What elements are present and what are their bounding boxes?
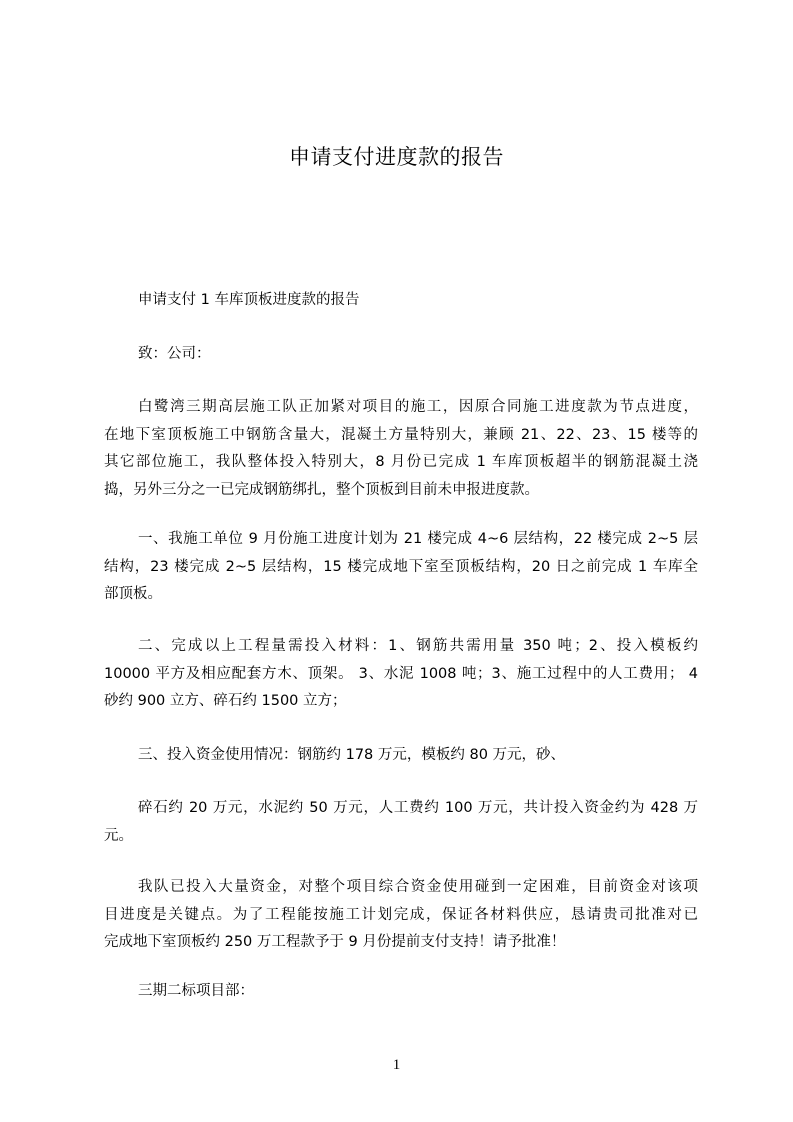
paragraph-line: 我队已投入大量资金，对整个项目综合资金使用碰到一定困难，目前资金对该项 bbox=[138, 879, 698, 895]
paragraph-line: 碎石约 20 万元，水泥约 50 万元，人工费约 100 万元，共计投入资金约为 428 万 bbox=[138, 800, 698, 816]
paragraph-line: 砂约 900 立方、碎石约 1500 立方； bbox=[104, 693, 347, 709]
paragraph-line: 10000 平方及相应配套方木、顶架。 3、水泥 1008 吨；3、施工过程中的人工费用； 4 bbox=[104, 665, 698, 682]
salutation: 致：公司： bbox=[138, 346, 211, 362]
document-title: 申请支付进度款的报告 bbox=[289, 145, 504, 169]
paragraph-2 bbox=[104, 526, 698, 609]
report-subtitle: 申请支付 1 车库顶板进度款的报告 bbox=[138, 292, 360, 308]
signature: 三期二标项目部： bbox=[138, 983, 254, 999]
paragraph-line: 二、完成以上工程量需投入材料：1、钢筋共需用量 350 吨；2、投入模板约 bbox=[138, 638, 698, 654]
page-number: 1 bbox=[392, 1057, 401, 1073]
paragraph-line: 三、投入资金使用情况：钢筋约 178 万元，模板约 80 万元，砂、 bbox=[138, 747, 566, 763]
paragraph-line: 一、我施工单位 9 月份施工进度计划为 21 楼完成 4~6 层结构，22 楼完成 2~5 层 bbox=[138, 531, 698, 547]
paragraph-1 bbox=[104, 394, 698, 504]
paragraph-line: 元。 bbox=[104, 827, 133, 844]
paragraph-4 bbox=[104, 742, 698, 770]
paragraph-line: 其它部位施工，我队整体投入特别大，8 月份已完成 1 车库顶板超半的钢筋混凝土浇 bbox=[104, 454, 698, 470]
paragraph-line: 目进度是关键点。为了工程能按施工计划完成，保证各材料供应，恳请贵司批准对已 bbox=[104, 906, 698, 923]
paragraph-6 bbox=[104, 874, 698, 957]
paragraph-5 bbox=[104, 795, 698, 850]
paragraph-line: 在地下室顶板施工中钢筋含量大，混凝土方量特别大，兼顾 21、22、23、15 楼等的 bbox=[104, 426, 698, 443]
paragraph-line: 完成地下室顶板约 250 万工程款予于 9 月份提前支付支持！请予批准！ bbox=[104, 934, 566, 950]
paragraph-3 bbox=[104, 633, 698, 716]
paragraph-line: 部顶板。 bbox=[104, 586, 162, 602]
paragraph-line: 捣，另外三分之一已完成钢筋绑扎，整个顶板到目前未申报进度款。 bbox=[104, 481, 539, 498]
paragraph-line: 结构，23 楼完成 2~5 层结构，15 楼完成地下室至顶板结构，20 日之前完成 1 车库全 bbox=[104, 558, 698, 575]
paragraph-line: 白鹭湾三期高层施工队正加紧对项目的施工，因原合同施工进度款为节点进度， bbox=[138, 399, 698, 415]
